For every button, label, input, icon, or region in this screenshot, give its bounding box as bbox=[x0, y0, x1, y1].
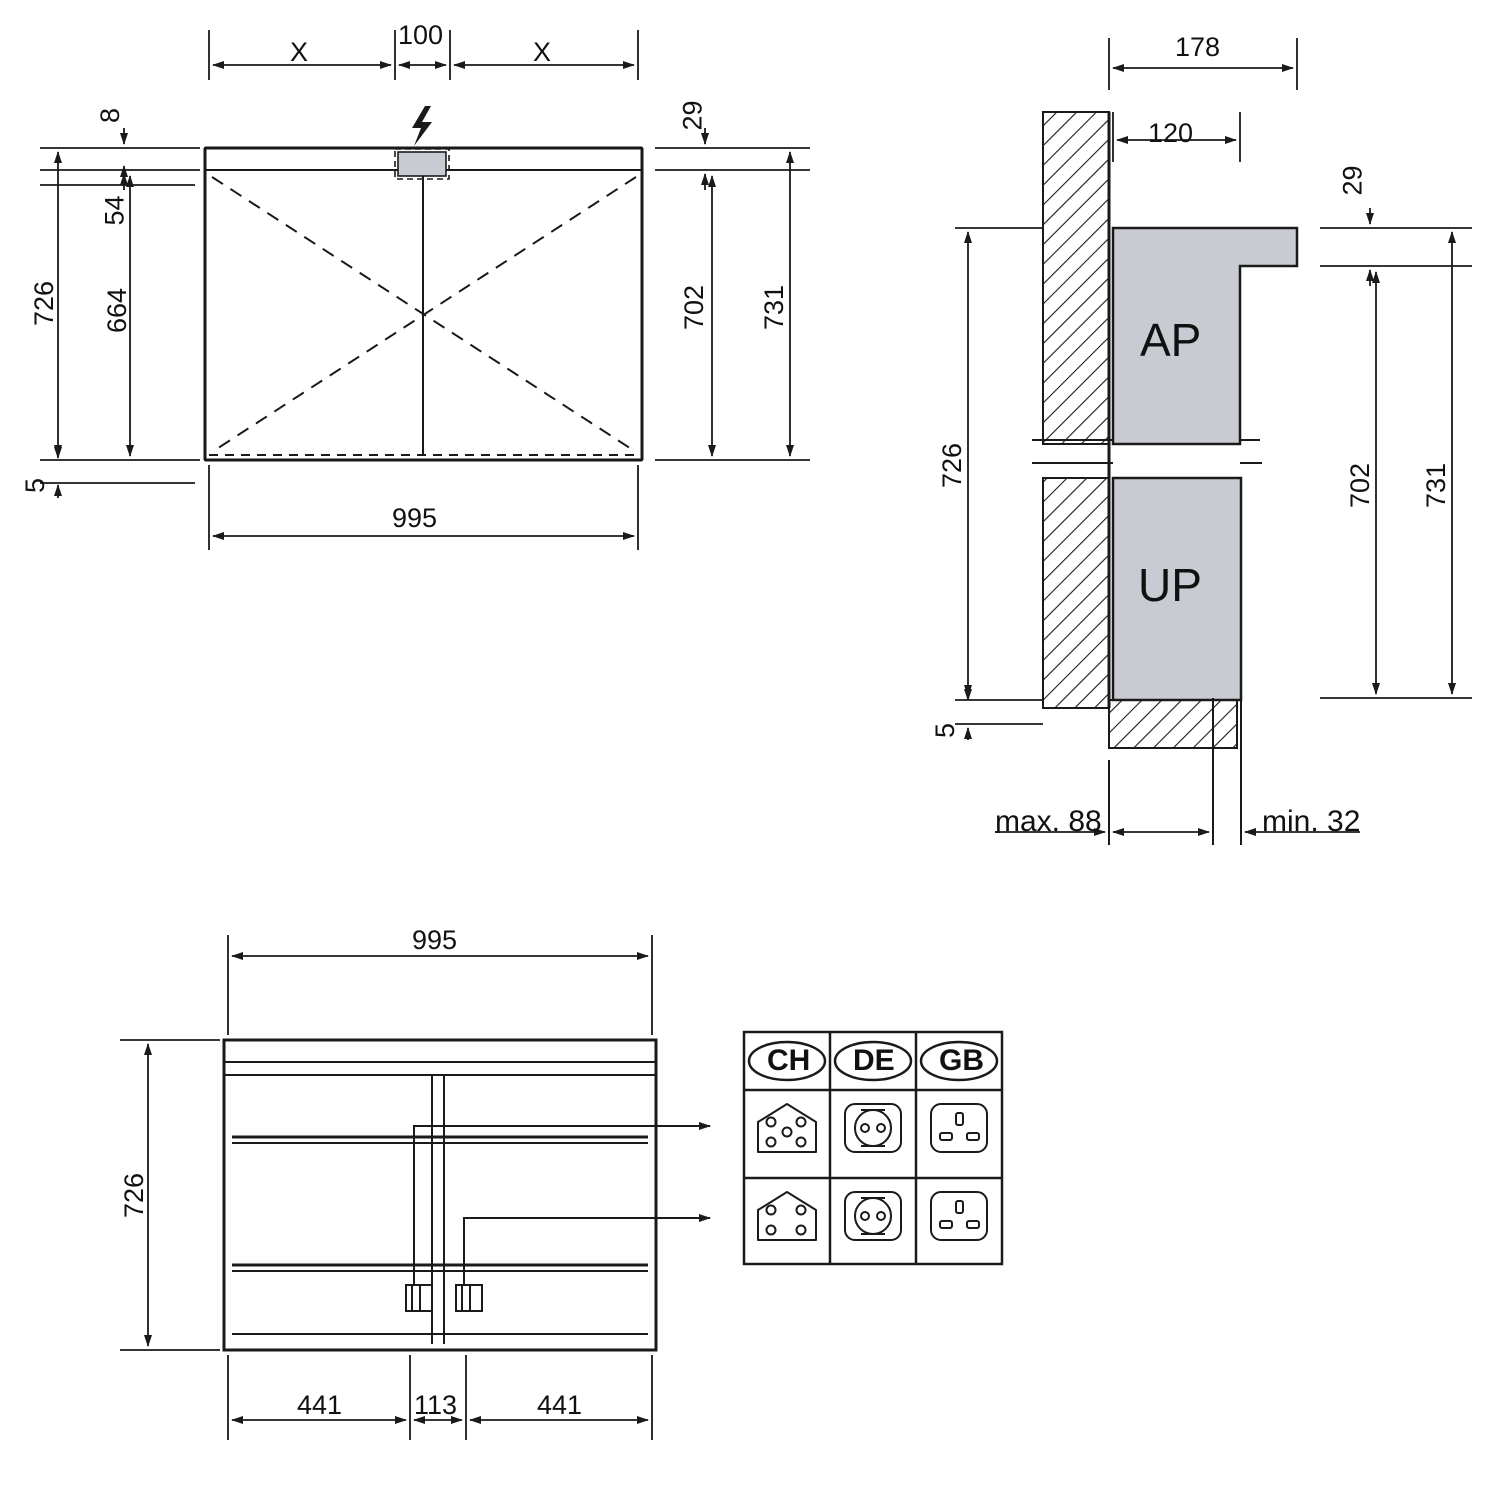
front-view-group bbox=[205, 148, 642, 460]
dim-min-32: min. 32 bbox=[1262, 805, 1361, 838]
lightning-bolt-icon bbox=[412, 106, 432, 146]
dim-120: 120 bbox=[1148, 118, 1194, 148]
legend-header-de: DE bbox=[853, 1044, 895, 1077]
label-ap: AP bbox=[1140, 314, 1202, 366]
dim-29-front: 29 bbox=[677, 100, 708, 131]
legend-header-gb: GB bbox=[939, 1044, 984, 1077]
dim-726-interior: 726 bbox=[119, 1172, 150, 1219]
dim-995-interior: 995 bbox=[412, 925, 458, 955]
dim-731-section: 731 bbox=[1421, 462, 1452, 509]
dim-702-front: 702 bbox=[679, 284, 710, 331]
interior-view-dimensions bbox=[120, 935, 652, 1440]
dim-726-front: 726 bbox=[29, 280, 60, 327]
socket-ch-icons bbox=[758, 1104, 816, 1240]
dim-100: 100 bbox=[398, 20, 444, 50]
dim-max-88: max. 88 bbox=[995, 805, 1102, 838]
dim-x-right: X bbox=[533, 37, 552, 67]
interior-view-group bbox=[224, 1040, 710, 1350]
socket-de-icons bbox=[845, 1104, 901, 1240]
dim-5-section: 5 bbox=[930, 722, 961, 739]
dim-702-section: 702 bbox=[1345, 462, 1376, 509]
dim-441-left: 441 bbox=[297, 1390, 343, 1420]
dim-8: 8 bbox=[95, 107, 126, 124]
socket-gb-icons bbox=[931, 1104, 987, 1240]
legend-header-ch: CH bbox=[767, 1044, 811, 1077]
dim-5-front: 5 bbox=[20, 477, 51, 494]
dim-726-section: 726 bbox=[937, 442, 968, 489]
dim-54: 54 bbox=[99, 195, 130, 226]
dim-113: 113 bbox=[414, 1390, 458, 1420]
dim-995-front: 995 bbox=[392, 503, 438, 533]
dim-x-left: X bbox=[290, 37, 309, 67]
dim-29-section: 29 bbox=[1337, 165, 1368, 196]
dim-178: 178 bbox=[1175, 32, 1221, 62]
section-view-group bbox=[995, 112, 1297, 845]
dim-731-front: 731 bbox=[759, 284, 790, 331]
dim-664: 664 bbox=[102, 287, 133, 334]
dim-441-right: 441 bbox=[537, 1390, 583, 1420]
label-up: UP bbox=[1138, 559, 1202, 611]
